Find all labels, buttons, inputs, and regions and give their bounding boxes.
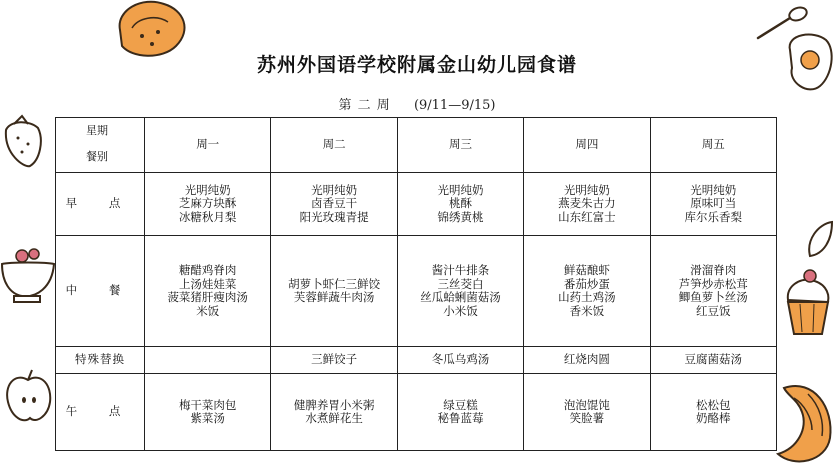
menu-cell xyxy=(650,347,776,374)
menu-cell xyxy=(650,173,776,236)
menu-table xyxy=(55,117,777,451)
meal-label-text: 早 点 xyxy=(65,196,135,211)
day-header: 周四 xyxy=(524,118,650,173)
menu-item: 香米饭 xyxy=(569,303,605,318)
dessert-bowl-doodle-icon xyxy=(0,234,56,306)
menu-item: 番茄炒蛋 xyxy=(563,276,610,291)
menu-item: 山药土鸡汤 xyxy=(558,290,616,304)
corner-meal-label: 餐别 xyxy=(86,150,108,163)
menu-item: 山东红富士 xyxy=(558,209,616,224)
week-subtitle xyxy=(0,94,834,113)
meal-label-text: 特殊替换 xyxy=(75,352,125,367)
week-label: 第 二 周 xyxy=(338,98,391,113)
page-title: 苏州外国语学校附属金山幼儿园食谱 xyxy=(256,54,577,76)
menu-item: 滑溜脊肉 xyxy=(690,263,737,277)
day-header: 周二 xyxy=(271,118,397,173)
menu-cell xyxy=(524,173,650,236)
menu-item: 奶酪棒 xyxy=(696,411,731,425)
menu-cell xyxy=(524,374,650,451)
menu-item: 芙蓉鲜蔬牛肉汤 xyxy=(293,290,375,304)
menu-item: 酱汁牛排条 xyxy=(431,263,490,277)
menu-item: 三鲜饺子 xyxy=(311,352,358,367)
table-row xyxy=(56,173,777,236)
menu-item: 原味叮当 xyxy=(690,196,737,211)
menu-item: 红烧肉圆 xyxy=(563,352,610,367)
menu-item: 绿豆糕 xyxy=(443,397,478,412)
menu-cell xyxy=(397,347,523,374)
menu-item: 鲫鱼萝卜丝汤 xyxy=(678,290,748,304)
menu-cell xyxy=(271,347,397,374)
day-header: 周五 xyxy=(650,118,776,173)
menu-item: 冬瓜乌鸡汤 xyxy=(431,352,490,367)
menu-item: 豆腐菌菇汤 xyxy=(684,352,743,367)
menu-cell xyxy=(145,236,271,347)
corner-cell xyxy=(56,118,145,173)
menu-item: 锦绣黄桃 xyxy=(437,209,484,224)
menu-item: 光明纯奶 xyxy=(184,182,231,197)
menu-item: 光明纯奶 xyxy=(690,182,737,197)
menu-cell xyxy=(271,173,397,236)
menu-item: 梅干菜肉包 xyxy=(178,397,237,412)
meal-label xyxy=(56,374,145,451)
menu-cell xyxy=(397,173,523,236)
leaf-doodle-icon xyxy=(804,220,834,260)
table-row xyxy=(56,236,777,347)
menu-item: 糖醋鸡脊肉 xyxy=(178,263,237,277)
menu-item: 红豆饭 xyxy=(696,303,731,318)
menu-item: 松松包 xyxy=(696,397,731,412)
menu-cell xyxy=(271,236,397,347)
menu-item: 冰糖秋月梨 xyxy=(178,209,237,224)
menu-item: 芦笋炒赤松茸 xyxy=(678,276,748,291)
menu-cell xyxy=(145,347,271,374)
menu-item: 光明纯奶 xyxy=(563,182,610,197)
menu-cell xyxy=(650,236,776,347)
menu-item: 笑脸薯 xyxy=(569,411,605,425)
menu-item: 水煮鲜花生 xyxy=(305,411,363,425)
meal-label xyxy=(56,347,145,374)
table-row xyxy=(56,374,777,451)
menu-item: 胡萝卜虾仁三鲜饺 xyxy=(288,276,381,291)
menu-item: 桃酥 xyxy=(448,196,472,211)
menu-cell xyxy=(145,173,271,236)
header-row xyxy=(56,118,777,173)
table-row xyxy=(56,347,777,374)
menu-item: 阳光玫瑰青提 xyxy=(299,209,369,224)
menu-cell xyxy=(397,236,523,347)
menu-item: 紫菜汤 xyxy=(190,411,225,425)
menu-cell xyxy=(397,374,523,451)
apple-doodle-icon xyxy=(4,366,54,426)
menu-item: 泡泡馄饨 xyxy=(563,397,610,412)
menu-item: 库尔乐香梨 xyxy=(684,209,743,224)
day-header: 周三 xyxy=(397,118,523,173)
meal-label-text: 中 餐 xyxy=(65,283,135,298)
menu-item: 鲜菇酿虾 xyxy=(563,263,610,277)
menu-item: 光明纯奶 xyxy=(311,182,358,197)
menu-item: 小米饭 xyxy=(443,303,478,318)
menu-item: 上汤娃娃菜 xyxy=(178,276,237,291)
menu-cell xyxy=(145,374,271,451)
menu-item: 卤香豆干 xyxy=(311,196,358,211)
menu-cell xyxy=(271,374,397,451)
menu-item: 健脾养胃小米粥 xyxy=(293,397,375,412)
menu-item: 芝麻方块酥 xyxy=(178,196,237,211)
menu-cell xyxy=(524,347,650,374)
day-header: 周一 xyxy=(145,118,271,173)
meal-label xyxy=(56,173,145,236)
menu-cell xyxy=(650,374,776,451)
menu-cell xyxy=(524,236,650,347)
cupcake-doodle-icon xyxy=(780,262,834,342)
menu-item: 菠菜猪肝瘦肉汤 xyxy=(167,290,248,304)
meal-label-text: 午 点 xyxy=(65,404,135,419)
date-range: (9/11—9/15) xyxy=(413,98,496,113)
strawberry-doodle-icon xyxy=(0,110,48,170)
menu-item: 燕麦朱古力 xyxy=(558,196,616,211)
menu-item: 秘鲁蓝莓 xyxy=(437,411,484,425)
menu-item: 丝瓜蛤蜊菌菇汤 xyxy=(420,290,501,304)
corner-weekday-label: 星期 xyxy=(86,124,108,137)
meal-label xyxy=(56,236,145,347)
menu-item: 光明纯奶 xyxy=(437,182,484,197)
menu-item: 米饭 xyxy=(196,303,220,318)
menu-item: 三丝茭白 xyxy=(437,276,484,291)
